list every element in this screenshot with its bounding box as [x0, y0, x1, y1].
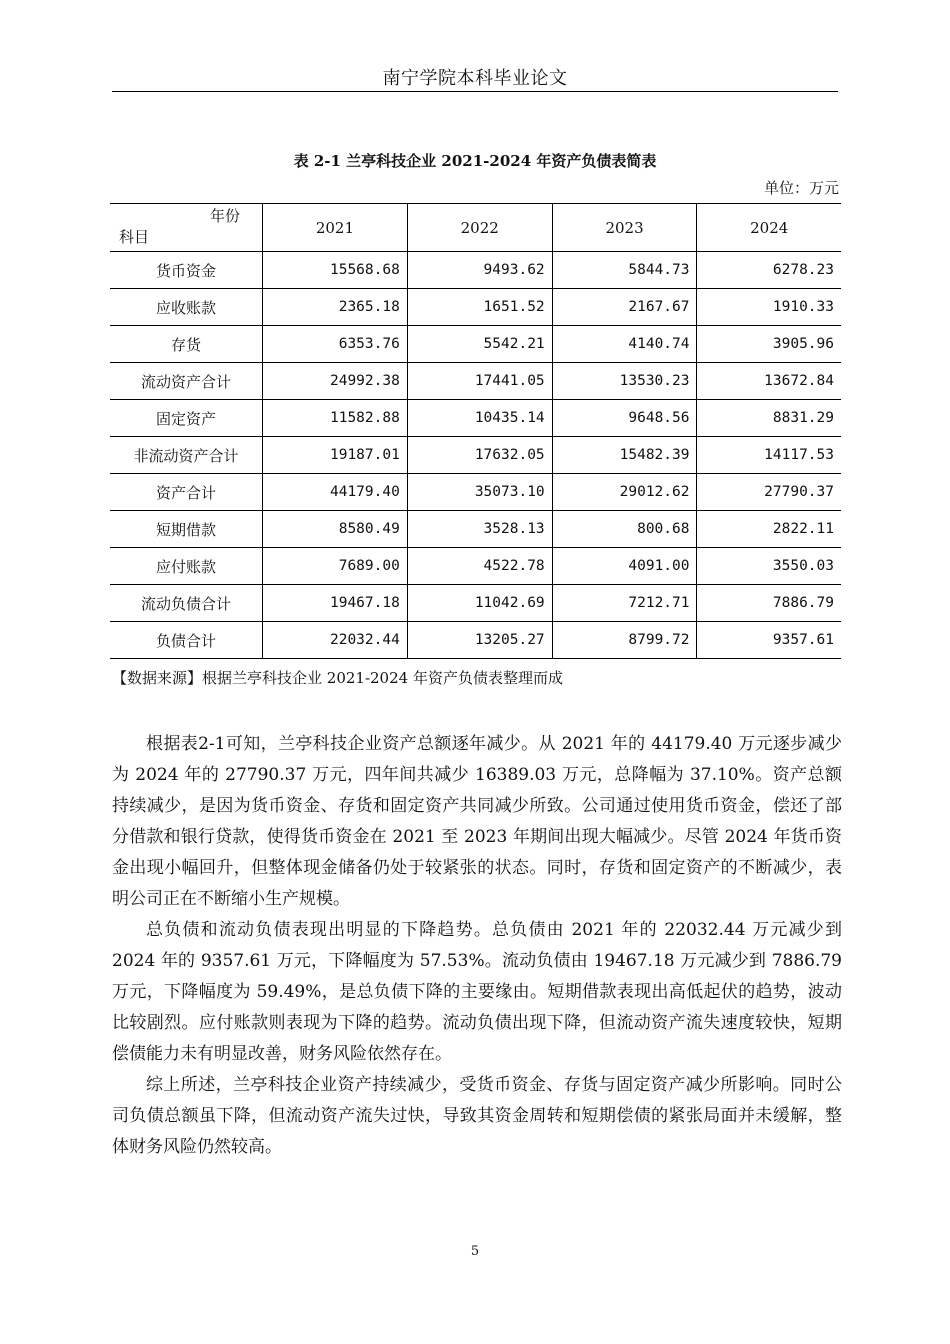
value-cell: 5844.73 [552, 252, 697, 289]
row-label: 非流动资产合计 [110, 437, 263, 474]
table-row [110, 289, 841, 326]
paragraph: 综上所述，兰亭科技企业资产持续减少，受货币资金、存货与固定资产减少所影响。同时公司负债总额虽下降，但流动资产流失过快，导致其资金周转和短期偿债的紧张局面并未缓解，整体财务风险仍然较高。 [112, 1075, 842, 1157]
year-header: 2024 [697, 204, 841, 252]
table-row [110, 474, 841, 511]
running-header: 南宁学院本科毕业论文 [382, 68, 568, 89]
row-label: 货币资金 [110, 252, 263, 289]
value-cell: 1651.52 [407, 289, 552, 326]
row-label: 应收账款 [110, 289, 263, 326]
value-cell: 13205.27 [407, 622, 552, 659]
corner-item-label: 科目 [119, 228, 150, 246]
value-cell: 44179.40 [263, 474, 408, 511]
row-label: 负债合计 [110, 622, 263, 659]
table-row [110, 622, 841, 659]
body-text [112, 729, 842, 1163]
value-cell: 9648.56 [552, 400, 697, 437]
table-row [110, 585, 841, 622]
year-header: 2023 [552, 204, 697, 252]
page-number: 5 [470, 1244, 480, 1259]
table-header-row [110, 204, 841, 252]
value-cell: 10435.14 [407, 400, 552, 437]
value-cell: 6278.23 [697, 252, 841, 289]
table-row [110, 548, 841, 585]
value-cell: 17441.05 [407, 363, 552, 400]
value-cell: 3528.13 [407, 511, 552, 548]
source-note: 【数据来源】根据兰亭科技企业 2021-2024 年资产负债表整理而成 [112, 669, 563, 687]
value-cell: 3550.03 [697, 548, 841, 585]
value-cell: 8799.72 [552, 622, 697, 659]
value-cell: 29012.62 [552, 474, 697, 511]
value-cell: 14117.53 [697, 437, 841, 474]
row-label: 应付账款 [110, 548, 263, 585]
value-cell: 22032.44 [263, 622, 408, 659]
value-cell: 9357.61 [697, 622, 841, 659]
table-row [110, 400, 841, 437]
balance-sheet-table [110, 203, 841, 659]
value-cell: 11042.69 [407, 585, 552, 622]
unit-label: 单位：万元 [763, 179, 839, 197]
table-row [110, 252, 841, 289]
value-cell: 1910.33 [697, 289, 841, 326]
table-row [110, 326, 841, 363]
row-label: 流动资产合计 [110, 363, 263, 400]
row-label: 流动负债合计 [110, 585, 263, 622]
value-cell: 4522.78 [407, 548, 552, 585]
value-cell: 17632.05 [407, 437, 552, 474]
value-cell: 6353.76 [263, 326, 408, 363]
value-cell: 2167.67 [552, 289, 697, 326]
value-cell: 15568.68 [263, 252, 408, 289]
paragraph: 总负债和流动负债表现出明显的下降趋势。总负债由 2021 年的 22032.44 万元减少到 2024 年的 9357.61 万元，下降幅度为 57.53%。流动负债由 19467.18 万元减少到 7886.79 万元，下降幅度为 59.49%，是总负债下降的主要缘由。短期借款表现出高低起伏的趋势，波动比较剧烈。应付账款则表现为下降的趋势。流动负债出现下降，但流动资产流失速度较快，短期偿债能力未有明显改善，财务风险依然存在。 [112, 920, 842, 1064]
table-caption: 表 2-1 兰亭科技企业 2021-2024 年资产负债表简表 [293, 152, 657, 170]
corner-year-label: 年份 [209, 207, 240, 225]
row-label: 短期借款 [110, 511, 263, 548]
value-cell: 13530.23 [552, 363, 697, 400]
value-cell: 7886.79 [697, 585, 841, 622]
value-cell: 3905.96 [697, 326, 841, 363]
value-cell: 19467.18 [263, 585, 408, 622]
table-row [110, 437, 841, 474]
value-cell: 35073.10 [407, 474, 552, 511]
value-cell: 19187.01 [263, 437, 408, 474]
value-cell: 7689.00 [263, 548, 408, 585]
value-cell: 7212.71 [552, 585, 697, 622]
value-cell: 4091.00 [552, 548, 697, 585]
value-cell: 24992.38 [263, 363, 408, 400]
value-cell: 2822.11 [697, 511, 841, 548]
row-label: 存货 [110, 326, 263, 363]
row-label: 固定资产 [110, 400, 263, 437]
value-cell: 800.68 [552, 511, 697, 548]
table-row [110, 511, 841, 548]
value-cell: 13672.84 [697, 363, 841, 400]
value-cell: 4140.74 [552, 326, 697, 363]
value-cell: 5542.21 [407, 326, 552, 363]
value-cell: 9493.62 [407, 252, 552, 289]
header-rule [112, 91, 838, 92]
paragraph: 根据表2-1可知，兰亭科技企业资产总额逐年减少。从 2021 年的 44179.40 万元逐步减少为 2024 年的 27790.37 万元，四年间共减少 16389.03 万元，总降幅为 37.10%。资产总额持续减少，是因为货币资金、存货和固定资产共同减少所致。公司通过使用货币资金，偿还了部分借款和银行贷款，使得货币资金在 2021 至 2023 年期间出现大幅减少。尽管 2024 年货币资金出现小幅回升，但整体现金储备仍处于较紧张的状态。同时，存货和固定资产的不断减少，表明公司正在不断缩小生产规模。 [112, 734, 842, 909]
value-cell: 27790.37 [697, 474, 841, 511]
value-cell: 11582.88 [263, 400, 408, 437]
year-header: 2021 [263, 204, 408, 252]
corner-header-cell [110, 204, 263, 252]
value-cell: 15482.39 [552, 437, 697, 474]
value-cell: 2365.18 [263, 289, 408, 326]
value-cell: 8831.29 [697, 400, 841, 437]
value-cell: 8580.49 [263, 511, 408, 548]
year-header: 2022 [407, 204, 552, 252]
row-label: 资产合计 [110, 474, 263, 511]
table-row [110, 363, 841, 400]
